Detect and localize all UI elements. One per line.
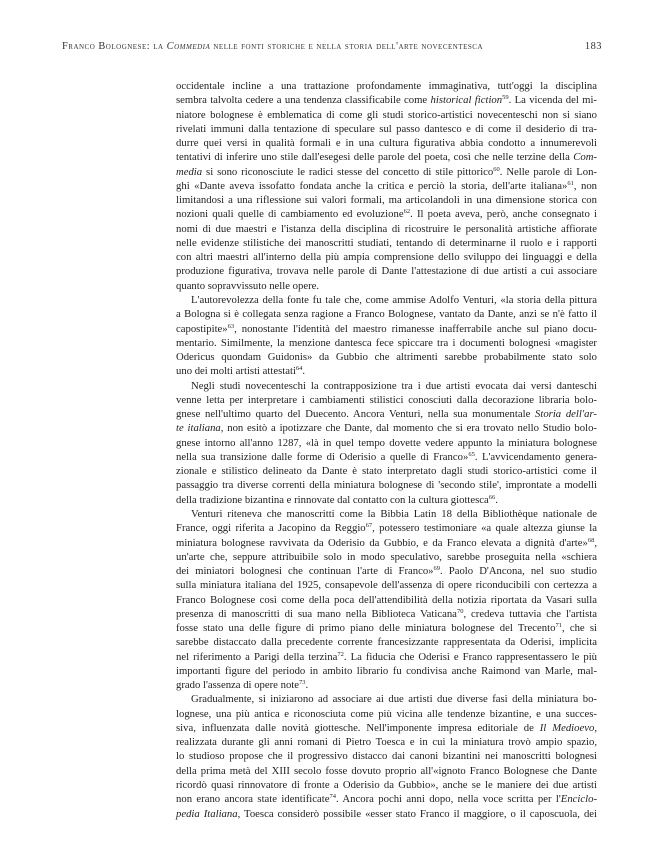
text-line: grado l'assenza di opere note$^{73}$. — [176, 679, 309, 692]
footnote-ref: 67 — [365, 522, 373, 530]
text-line: Gradualmente, si iniziarono ad associare ai due artisti due diverse fasi della miniatura bo- — [191, 693, 597, 706]
text-line: media si sono riconosciute le radici stesse del concetto di stile pittorico$^{60}$. Nelle parole di Lon- — [176, 165, 597, 178]
text-line: France, oggi riferita a Jacopino da Reggio$^{67}$, potessero testimoniare «a quale altezza giunse la — [176, 522, 597, 535]
running-title-work: Commedia — [166, 41, 211, 52]
text-line: a Bologna si è collegata senza ragione a Franco Bolognese, vantato da Dante, anzi se n'è fatto il — [176, 308, 597, 321]
text-line: fosse stato una delle figure di primo piano delle miniatura bolognese del Trecento$^{71}$, che si — [176, 622, 597, 635]
footnote-ref: 60 — [493, 165, 500, 173]
text-line: siva, influenzata dalle novità giottesche. Nell'imponente impresa editoriale de Il Medioevo, — [176, 721, 597, 734]
footnote-ref: 61 — [567, 179, 574, 187]
text-line: nomi di due maestri e l'istanza della disciplina di ricostruire le personalità artistiche affiorate — [176, 222, 597, 235]
text-line: niatore bolognese è emblematica di come gli studi storico-artistici novecenteschi non si siano — [176, 108, 597, 121]
text-line: lognese, una più antica e riconosciuta come più vicina alle tendenze bizantine, e una succes- — [176, 707, 597, 720]
text-line: venne letta per interpretare i cambiamenti stilistici conosciuti dalla decorazione libraria bolo- — [176, 393, 597, 406]
italic-text: te italiana — [176, 422, 221, 435]
footnote-ref: 72 — [337, 650, 344, 658]
text-line: dei miniatori bolognesi che continuan l'arte di Franco»$^{69}$. Paolo D'Ancona, nel suo studio — [176, 565, 597, 578]
text-line: Negli studi novecenteschi la contrapposizione tra i due artisti evocata dai versi danteschi — [191, 379, 597, 392]
text-line: della prima metà del XIII secolo fosse dovuto proprio all'«ignoto Franco Bolognese che Dante — [176, 764, 597, 777]
text-line: nella sua transizione dalle forme di Oderisio a quelle di Franco»$^{65}$. L'avvicendamento genera- — [176, 450, 597, 463]
italic-text: Storia dell'ar- — [535, 408, 597, 421]
text-line: limitandosi a una riflessione sui valori formali, ma articolandoli in una dimensione storica con — [176, 194, 597, 207]
italic-text: Il Medioevo — [539, 721, 595, 734]
footnote-ref: 65 — [468, 450, 475, 458]
text-line: presenza di manoscritti di sua mano nella Biblioteca Vaticana$^{70}$, credeva tuttavia che l'artista — [176, 607, 597, 620]
page-number: 183 — [584, 41, 602, 52]
text-line: capostipite»$^{63}$, nonostante l'identità del maestro rimanesse inafferrabile anche sul piano docu- — [176, 322, 597, 335]
running-title-part: nelle fonti storiche e nella storia dell'arte novecentesca — [210, 41, 484, 52]
text-line: miniatura bolognese ravvivata da Oderisio da Gubbio, e da Franco elevata a dignità d'arte»$^{68}$, — [176, 536, 597, 549]
footnote-ref: 64 — [295, 365, 303, 373]
text-line: sulla miniatura italiana del 1925, consapevole dell'assenza di opere riconducibili con certezza a — [176, 579, 597, 592]
text-line: mentario. Similmente, la menzione dantesca fece spiccare tra i documenti bolognesi «magister — [176, 336, 597, 349]
text-line: L'autorevolezza della fonte fu tale che, come ammise Adolfo Venturi, «la storia della pittura — [191, 293, 597, 306]
text-line: sembra talvolta cedere a una tendenza classificabile come historical fiction$^{59}$. La vicenda del mi- — [176, 94, 597, 107]
running-title — [62, 40, 483, 54]
text-line: gnese nell'ultimo quarto del Duecento. Ancora Venturi, nella sua monumentale Storia dell'ar- — [176, 408, 597, 421]
text-line: quanto sopravvissuto nelle opere. — [176, 279, 320, 292]
text-line: Odericus quondam Guidonis» da Gubbio che altrimenti sarebbe probabilmente stato solo — [176, 351, 597, 364]
footnote-ref: 62 — [403, 208, 411, 216]
footnote-ref: 71 — [555, 622, 562, 630]
text-line: realizzata durante gli anni romani di Pietro Toesca e in cui la miniatura trovò ampio spazio, — [176, 736, 597, 749]
italic-text: historical fiction — [430, 94, 503, 107]
text-line: non erano ancora state identificate$^{74}$. Ancora pochi anni dopo, nella voce scritta per l'Enciclo- — [176, 793, 597, 806]
text-line: ghi «Dante aveva issofatto fondata anche la critica e perciò la storia, dell'arte italiana»$^{61}$, non — [176, 179, 598, 192]
footnote-ref: 68 — [587, 536, 595, 544]
text-line: Venturi riteneva che manoscritti come la Bibbia Latin 18 della Bibliothèque nationale de — [191, 507, 597, 520]
text-line: nel riferimento a Parigi della terzina$^{72}$. La fiducia che Oderisi e Franco rappresentassero le più — [176, 650, 598, 663]
text-line: passaggio tra diverse correnti della miniatura bolognese di 'secondo stile', improntate a modelli — [176, 479, 597, 492]
italic-text: media — [176, 165, 203, 178]
text-line: pedia Italiana, Toesca considerò possibile «esser stato Franco il maggiore, o il caposcuola, dei — [176, 807, 597, 820]
footnote-ref: 70 — [456, 607, 464, 615]
text-line: zionale e stilistico delineato da Dante è stato interpretato dagli studi storico-artistici come il — [176, 465, 597, 478]
footnote-ref: 73 — [299, 679, 306, 687]
text-line: gnese intorno all'anno 1287, «là in quel tempo dovette vedere appunto la miniatura bolognese — [176, 436, 597, 449]
text-line: tentativi di inferire uno stile dall'esegesi delle parole del poeta, così che nelle terzine della Com- — [176, 151, 597, 164]
footnote-ref: 63 — [227, 322, 235, 330]
text-line: te italiana, non esitò a ipotizzare che Dante, dal momento che si era trovato nello Studio bolo- — [176, 422, 597, 435]
text-line: durre quei versi in qualità formali e in una cultura figurativa abbia condotto a innumerevoli — [176, 137, 597, 150]
text-line: un'arte che, seppure attribuibile solo in modo speculativo, sarebbe proseguita nella «schiera — [176, 550, 597, 563]
text-line: ricordò quasi rinnovatore di fronte a Oderisio da Gubbio», anche se le maniere dei due artisti — [176, 779, 597, 792]
italic-text: Enciclo- — [560, 793, 597, 806]
text-line: occidentale incline a una trattazione profondamente immaginativa, tutt'oggi la disciplina — [176, 80, 597, 92]
running-header — [62, 40, 602, 54]
footnote-ref: 69 — [433, 565, 441, 573]
text-line: rivelati immuni dalla tentazione di speculare sul passo dantesco e di come il desiderio di tra- — [176, 122, 597, 135]
italic-text: Com- — [573, 151, 597, 164]
text-line: sarebbe distaccato dalla precedente corrente francesizzante rappresentata da Oderisi, implicita — [176, 636, 597, 649]
body-text — [176, 79, 597, 821]
text-line: importanti figure del periodo in ambito librario fu condivisa anche Raimond van Marle, mal- — [176, 664, 597, 677]
text-line: uno dei molti artisti attestati$^{64}$. — [176, 365, 306, 378]
text-line: nelle evidenze stilistiche dei manoscritti studiati, tentando di determinarne il ruolo e i rapporti — [176, 236, 597, 249]
text-line: produzione figurativa, trovava nelle parole di Dante l'attestazione di due artisti a cui associare — [176, 265, 597, 278]
text-line: della tradizione bizantina e rinnovate dal contatto con la cultura giottesca$^{66}$. — [176, 493, 498, 506]
italic-text: pedia Italiana — [176, 807, 238, 820]
footnote-ref: 59 — [502, 94, 509, 102]
text-line: Franco Bolognese così come della poca dell'attendibilità della notizia riportata da Vasari sulla — [176, 593, 597, 606]
footnote-ref: 66 — [488, 493, 496, 501]
footnote-ref: 74 — [329, 793, 336, 801]
text-line: con altri maestri all'interno della più ampia comprensione dello sviluppo dei linguaggi e della — [176, 251, 597, 264]
text-line: nozioni quali quelle di cambiamento ed evoluzione$^{62}$. Il poeta aveva, però, anche consegnato i — [176, 208, 598, 221]
text-line: lo studioso propose che il progressivo distacco dai canoni bizantini nei manoscritti bolognesi — [176, 750, 597, 763]
running-title-part: Franco Bolognese: la — [62, 41, 167, 52]
